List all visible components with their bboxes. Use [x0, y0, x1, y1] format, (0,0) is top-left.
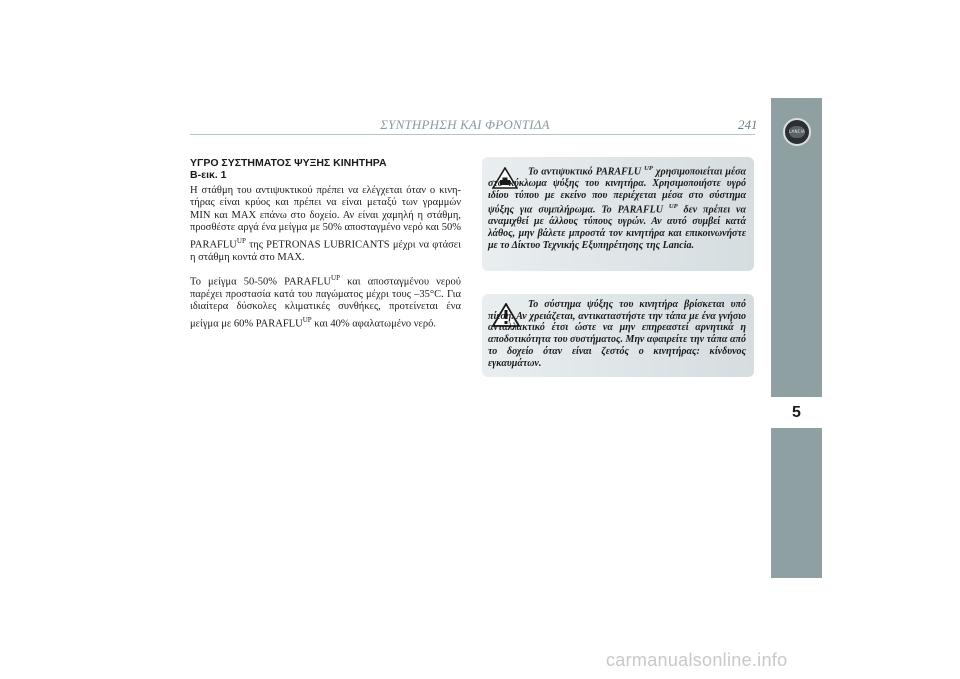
callout-pressure [482, 294, 754, 377]
header-title: ΣΥΝΤΗΡΗΣΗ ΚΑΙ ΦΡΟΝΤΙΔΑ [380, 117, 550, 132]
callout-pressure-text: Το σύστημα ψύξης του κινητήρα βρίσκεται υπό πίεση. Αν χρειάζεται, αντικαταστήστε την τάπα με ένα γνήσιο ανταλλακτικό έτσι ώστε να μην επηρεαστεί αρνητικά η αποδοτικότητα του συστήματος. Μην αφαιρείτε την τάπα από το δοχείο όταν είναι ζεστός ο κινητήρας: κίνδυνος εγκαυμάτων. [488, 299, 746, 369]
chapter-box [771, 397, 822, 428]
paragraph-coolant-level: Η στάθμη του αντιψυκτικού πρέπει να ελέγχεται όταν ο κινητήρας είναι κρύος και πρέπει να είναι μεταξύ των γραμμών MIN και MAX επάνω στο δοχείο. Αν είναι χαμηλή η στάθμη, προσθέστε αργά ένα μείγμα με 50% αποσταγμένο νερό και 50% $PARAFLU^{UP}$ της PETRONAS LUBRICANTS μέχρι να φτάσει η στάθμη κοντά στο MAX. [190, 185, 461, 263]
lancia-logo [783, 118, 811, 146]
main-column [190, 157, 461, 339]
callout-coolant [482, 157, 754, 271]
logo-text: LANCIA [789, 129, 805, 134]
header-divider [190, 134, 755, 135]
watermark: carmanualsonline.info [606, 650, 788, 670]
page-number: 241 [738, 117, 758, 132]
callout-coolant-text: Το αντιψυκτικό PARAFLU $^{UP}$ χρησιμοποιείται μέσα στο κύκλωμα ψύξης του κινητήρα. Χρησιμοποιήστε υγρό ιδίου τύπου με εκείνο που περιέχεται μέσα στο σύστημα ψύξης για συμπλήρωμα. Το PARAFLU $^{UP}$ δεν πρέπει να αναμιχθεί με άλλους τύπους υγρών. Αν αυτό συμβεί κατά λάθος, μην βάλετε μπροστά τον κινητήρα και επικοινωνήστε με το Δίκτυο Τεχνικής Εξυπηρέτησης της Lancia. [488, 165, 746, 251]
chapter-number: 5 [792, 403, 801, 421]
chapter-sidebar [771, 98, 822, 578]
paragraph-mixture: Το μείγμα 50-50% $PARAFLU^{UP}$ και αποσταγμένου νερού παρέχει προστασία κατά του παγώματος μέχρι τους –35°C. Για ιδιαίτερα δύσκολες κλιματικές συνθήκες, προτείνεται ένα μείγμα με 60% $PARAFLU^{UP}$ και 40% αφαλατωμένο νερό. [190, 273, 461, 330]
section-title: ΥΓΡΟ ΣΥΣΤΗΜΑΤΟΣ ΨΥΞΗΣ ΚΙΝΗΤΗΡΑ [190, 157, 387, 169]
figure-reference: Β-εικ. 1 [190, 169, 227, 181]
